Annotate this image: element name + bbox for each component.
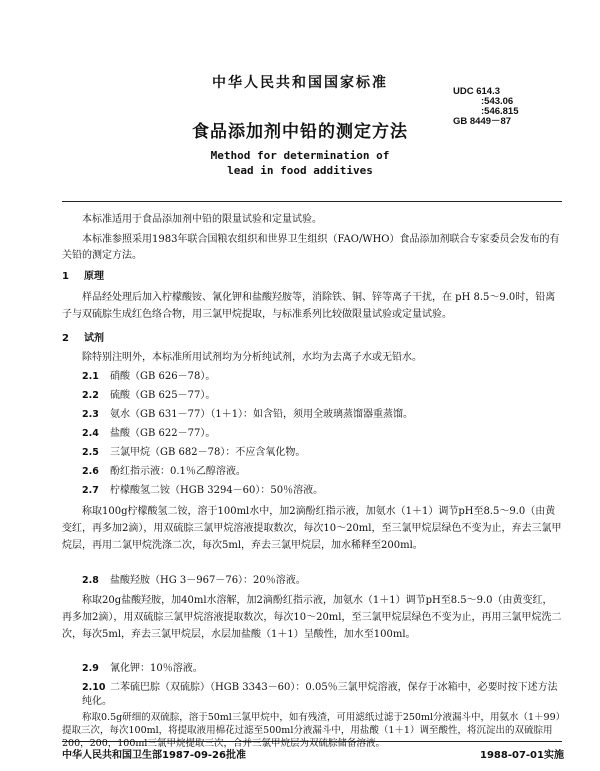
item-text: 盐酸羟胺（HG 3－967－76）：20％溶液。	[110, 575, 306, 586]
item-text: 盐酸（GB 622－77）。	[110, 428, 216, 439]
item-number: 2.3	[82, 409, 99, 420]
item-number: 2.5	[82, 447, 99, 458]
udc-line: UDC 614.3	[453, 86, 500, 97]
header-divider	[62, 201, 562, 202]
gb-code: GB 8449－87	[453, 116, 512, 127]
reagent-2-10-procedure: 称取0.5g研细的双硫腙，溶于50ml三氯甲烷中，如有残渣，可用滤纸过滤于250ml分液漏斗中，用氨水（1＋99）提取三次，每次100ml，将提取液用棉花过滤至500ml分液漏斗中，用盐酸（1＋1）调至酸性，将沉淀出的双硫腙用200，200，100ml三氯甲烷提取三次，合并三氯甲烷层为双硫腙储备溶液。	[62, 712, 561, 749]
approval-note: 中华人民共和国卫生部1987-09-26批准	[62, 750, 246, 761]
section-2-heading	[62, 332, 104, 345]
reagent-item	[82, 574, 306, 587]
reagent-item-2-10	[82, 681, 562, 709]
reagent-item	[82, 662, 203, 675]
item-number: 2.8	[82, 575, 99, 586]
english-title-line-2: lead in food additives	[227, 164, 373, 177]
udc-line: :546.815	[481, 106, 519, 117]
item-text: 柠檬酸氢二铵（HGB 3294－60）：50％溶液。	[110, 485, 324, 496]
reagent-item	[82, 446, 305, 459]
item-text: 硝酸（GB 626－78）。	[110, 371, 216, 382]
section-1-heading	[62, 270, 104, 283]
item-number: 2.7	[82, 485, 99, 496]
section-number: 2	[62, 333, 69, 344]
udc-line: :543.06	[481, 96, 514, 107]
item-text: 氨水（GB 631－77）（1＋1）：如含铅，须用全玻璃蒸馏器重蒸馏。	[110, 409, 414, 420]
item-text: 硫酸（GB 625－77）。	[110, 390, 216, 401]
item-number: 2.4	[82, 428, 99, 439]
item-number: 2.9	[82, 663, 99, 674]
implementation-date: 1988-07-01实施	[480, 750, 564, 761]
reagent-item	[82, 408, 413, 421]
reagent-item	[82, 465, 246, 478]
reagent-item	[82, 484, 323, 497]
reagent-2-7-procedure: 称取100g柠檬酸氢二铵，溶于100ml水中，加2滴酚红指示液，加氨水（1＋1）调节pH至8.5～9.0（由黄变红，再多加2滴），用双硫腙三氯甲烷溶液提取数次，每次10～20ml，至三氯甲烷层绿色不变为止，弃去三氯甲烷层，再用二氯甲烷洗涤二次，每次5ml，弃去三氯甲烷层，加水稀释至200ml。	[62, 506, 562, 551]
section-2-intro: 除特别注明外，本标准所用试剂均为分析纯试剂，水均为去离子水或无铅水。	[82, 352, 422, 363]
page-title: 食品添加剂中铅的测定方法	[192, 122, 408, 142]
item-text: 三氯甲烷（GB 682－78）：不应含氧化物。	[110, 447, 306, 458]
item-number: 2.6	[82, 466, 99, 477]
item-text: 酚红指示液：0.1％乙醇溶液。	[110, 466, 246, 477]
item-number: 2.10	[82, 682, 106, 693]
reagent-item	[82, 389, 215, 402]
reagent-item	[82, 370, 215, 383]
section-title: 试剂	[84, 333, 104, 344]
item-number: 2.2	[82, 390, 99, 401]
reagent-item	[82, 427, 215, 440]
intro-paragraph-1: 本标准适用于食品添加剂中铅的限量试验和定量试验。	[82, 214, 322, 225]
intro-paragraph-2: 本标准参照采用1983年联合国粮农组织和世界卫生组织（FAO/WHO）食品添加剂联合专家委员会发布的有关铅的测定方法。	[62, 234, 560, 261]
section-1-text: 样品经处理后加入柠檬酸铵、氰化钾和盐酸羟胺等，消除铁、铜、锌等离子干扰，在 pH 8.5～9.0时，铅离子与双硫腙生成红色络合物，用三氯甲烷提取，与标准系列比较做限量试验或定量试验。	[62, 292, 556, 320]
footer-divider	[62, 741, 562, 742]
national-standard-heading: 中华人民共和国国家标准	[212, 75, 388, 91]
section-number: 1	[62, 271, 69, 282]
section-title: 原理	[84, 271, 104, 282]
item-text: 二苯硫巴腙（双硫腙）（HGB 3343－60）：0.05％三氯甲烷溶液，保存于冰箱中，必要时按下述方法纯化。	[82, 682, 558, 707]
reagent-2-8-procedure: 称取20g盐酸羟胺，加40ml水溶解，加2滴酚红指示液，加氨水（1＋1）调节pH至8.5～9.0（由黄变红，再多加2滴），用双硫腙三氯甲烷溶液提取数次，每次10～20ml，至三氯甲烷层绿色不变为止，再用三氯甲烷洗二次，每次5ml，弃去三氯甲烷层，水层加盐酸（1＋1）呈酸性，加水至100ml。	[62, 595, 562, 640]
english-title-line-1: Method for determination of	[210, 149, 390, 162]
item-text: 氰化钾：10％溶液。	[110, 663, 203, 674]
item-number: 2.1	[82, 371, 99, 382]
